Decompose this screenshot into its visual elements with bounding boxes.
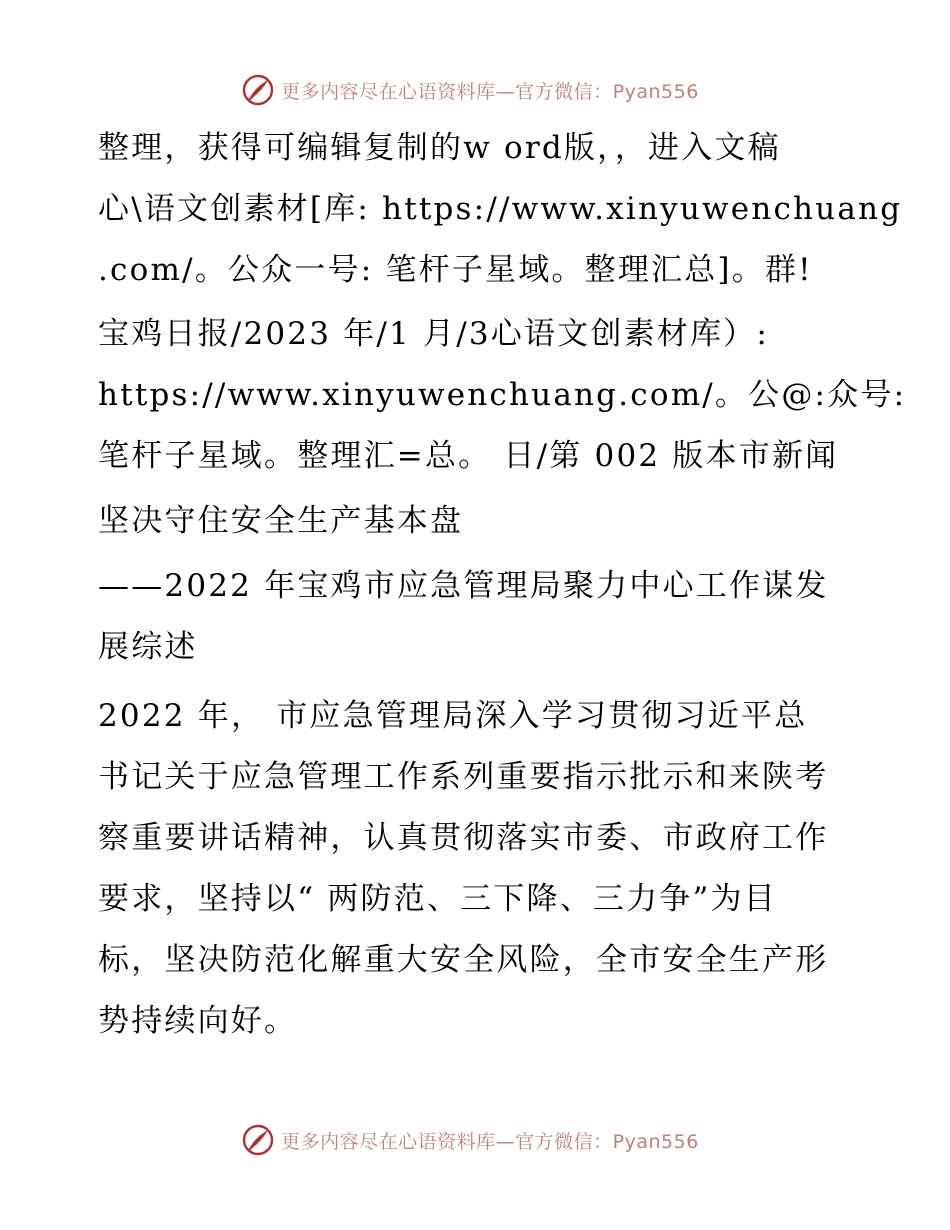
- text-line: 书记关于应急管理工作系列重要指示批示和来陕考: [98, 759, 829, 795]
- text-line: 要求，坚持以“ 两防范、三下降、三力争”为目: [98, 881, 777, 917]
- header-banner-text: 更多内容尽在心语资料库—官方微信：Pyan556: [281, 80, 699, 103]
- paragraph-source: [98, 304, 907, 487]
- text-line: 标，坚决防范化解重大安全风险，全市安全生产形: [98, 942, 829, 978]
- footer-banner-inner: [241, 1123, 699, 1157]
- article-subtitle: [98, 556, 858, 678]
- quill-logo-icon: [241, 73, 275, 107]
- quill-logo-icon: [241, 1123, 275, 1157]
- text-line: 2022 年， 市应急管理局深入学习贯彻习近平总: [98, 698, 808, 734]
- text-line: .com/。公众一号: 笔杆子星域。整理汇总]。群!: [98, 252, 813, 288]
- header-banner: [0, 70, 950, 110]
- text-line: 宝鸡日报/2023 年/1 月/3心语文创素材库）:: [98, 316, 770, 352]
- paragraph-intro: [98, 118, 903, 301]
- text-line: 整理，获得可编辑复制的w ord版，，进入文稿: [98, 130, 781, 166]
- article-headline: [98, 491, 858, 552]
- text-line: ——2022 年宝鸡市应急管理局聚力中心工作谋发: [98, 568, 829, 604]
- text-line: 笔杆子星域。整理汇=总。 日/第 002 版本市新闻: [98, 438, 839, 474]
- text-line: 势持续向好。: [98, 1003, 298, 1039]
- footer-banner: [0, 1120, 950, 1160]
- header-banner-inner: [241, 73, 699, 107]
- text-line: https://www.xinyuwenchuang.com/。公@:众号:: [98, 377, 907, 413]
- headline-text: 坚决守住安全生产基本盘: [98, 503, 464, 539]
- text-line: 心\语文创素材[库: https://www.xinyuwenchuang: [98, 191, 903, 227]
- footer-banner-text: 更多内容尽在心语资料库—官方微信：Pyan556: [281, 1130, 699, 1153]
- document-body: [98, 118, 907, 1052]
- paragraph-body: [98, 686, 858, 1052]
- text-line: 展综述: [98, 629, 198, 665]
- text-line: 察重要讲话精神，认真贯彻落实市委、市政府工作: [98, 820, 829, 856]
